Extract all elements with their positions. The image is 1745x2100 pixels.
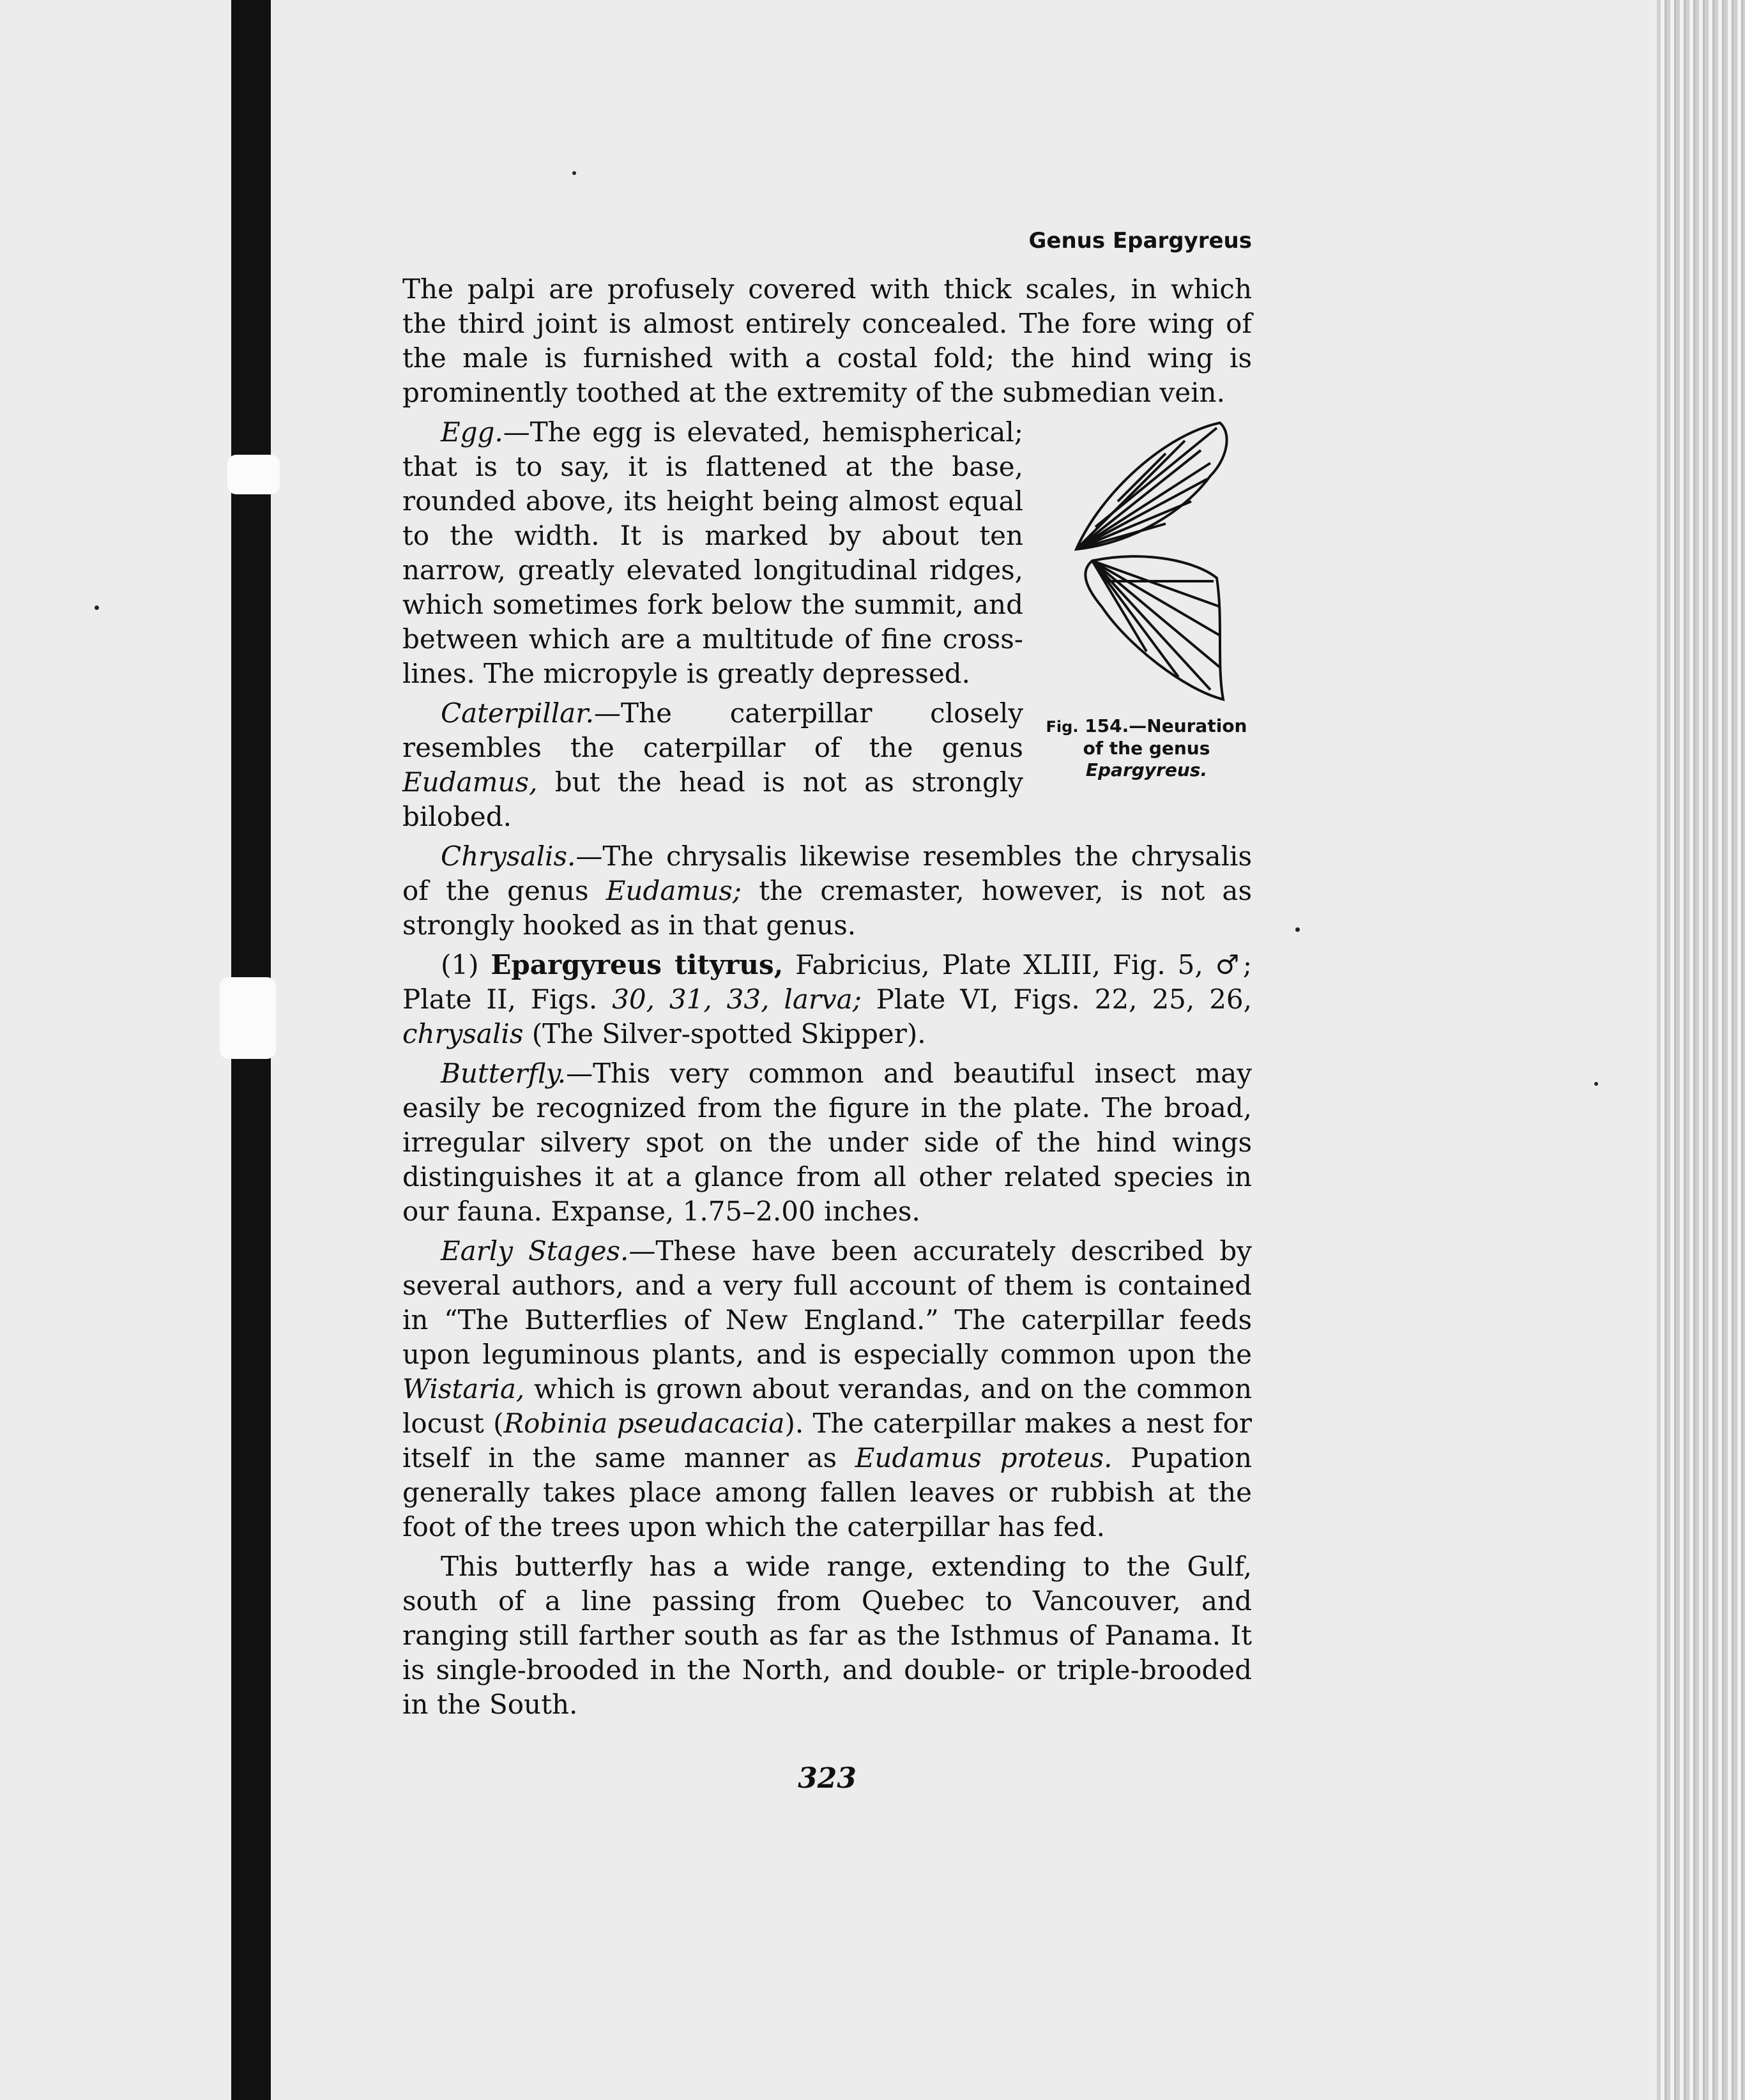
species-name: Epargyreus tityrus,	[491, 949, 784, 980]
species-chrysalis: chrysalis	[402, 1018, 524, 1049]
chrysalis-text-2: the cremaster, however, is not as strongly hooked as in that genus.	[402, 875, 1253, 941]
wing-neuration-drawing	[1057, 415, 1236, 715]
running-head: Genus Epargyreus	[1028, 228, 1252, 254]
species-text-1: Fabricius, Plate XLIII, Fig. 5, ♂; Plate II, Figs.	[402, 949, 1253, 1015]
caterpillar-text-1: —The caterpillar closely resembles the caterpillar of the genus	[402, 697, 1023, 763]
chrysalis-paragraph	[402, 839, 1252, 943]
speck	[95, 605, 99, 610]
figure-label-prefix: Fig.	[1046, 718, 1079, 736]
species-number: (1)	[441, 949, 491, 980]
early-stages-text-4: Pupation generally takes place among fallen leaves or rubbish at the foot of the trees upon which the caterpillar has fed.	[402, 1442, 1252, 1542]
speck	[572, 171, 576, 175]
wistaria-name: Wistaria,	[402, 1373, 525, 1404]
early-stages-label: Early Stages.	[441, 1235, 629, 1267]
neuration-figure	[1041, 415, 1252, 781]
early-stages-paragraph	[402, 1234, 1252, 1544]
species-text-2: Plate VI, Figs. 22, 25, 26,	[861, 984, 1252, 1015]
butterfly-label: Butterfly.	[441, 1058, 567, 1089]
figure-genus: Epargyreus.	[1085, 759, 1208, 780]
figure-label-rest: 154.—Neuration of the genus	[1078, 715, 1247, 759]
paper-tab-lower	[220, 977, 276, 1059]
caterpillar-text-2: but the head is not as strongly bilobed.	[402, 766, 1023, 832]
facing-page	[0, 0, 231, 2100]
caterpillar-label: Caterpillar.	[441, 697, 595, 729]
page-number: 323	[798, 1762, 857, 1795]
chrysalis-genus: Eudamus;	[606, 875, 742, 906]
page-edges	[1657, 0, 1745, 2100]
paper-tab-upper	[227, 455, 280, 494]
range-paragraph: This butterfly has a wide range, extending to the Gulf, south of a line passing from Quebec to Vancouver, and ranging still farther south as far as the Isthmus of Panama. It is single-brooded in the North, and double- or triple-brooded in the South.	[402, 1551, 1252, 1720]
early-stages-text-1: —These have been accurately described by several authors, and a very full account of them is contained in “The Butterflies of New England.” The caterpillar feeds upon leguminous plants, and is especially common upon the	[402, 1235, 1252, 1370]
speck	[1295, 927, 1300, 932]
page-text	[402, 224, 1252, 1796]
intro-paragraph: The palpi are profusely covered with thick scales, in which the third joint is almost entirely concealed. The fore wing of the male is furnished with a costal fold; the hind wing is prominently toothed at the extremity of the submedian vein.	[402, 273, 1252, 408]
caterpillar-genus: Eudamus,	[402, 766, 538, 798]
early-stages-text-3: ). The caterpillar makes a nest for itself in the same manner as	[402, 1408, 1252, 1473]
egg-text: —The egg is elevated, hemispherical; that is to say, it is flattened at the base, rounded above, its height being almost equal to the width. It is marked by about ten narrow, greatly elevated longitudinal ridges, which sometimes fork below the summit, and between which are a multitude of fine cross-lines. The micropyle is greatly depressed.	[402, 416, 1023, 689]
proteus-name: Eudamus proteus.	[855, 1442, 1113, 1473]
butterfly-text: —This very common and beautiful insect may easily be recognized from the figure in the plate. The broad, irregular silvery spot on the under side of the hind wings distinguishes it at a glance from all other related species in our fauna. Expanse, 1.75–2.00 inches.	[402, 1058, 1252, 1227]
butterfly-paragraph	[402, 1056, 1252, 1229]
figure-caption	[1041, 715, 1252, 781]
speck	[1594, 1082, 1598, 1086]
chrysalis-text-1: —The chrysalis likewise resembles the chrysalis of the genus	[402, 841, 1252, 906]
robinia-name: Robinia pseudacacia	[503, 1408, 785, 1439]
early-stages-text-2: which is grown about verandas, and on the common locust (	[402, 1373, 1252, 1439]
species-heading-paragraph	[402, 948, 1252, 1051]
egg-label: Egg.	[441, 416, 503, 448]
species-larva-figs: 30, 31, 33, larva;	[612, 984, 862, 1015]
chrysalis-label: Chrysalis.	[441, 841, 576, 872]
species-text-3: (The Silver-spotted Skipper).	[523, 1018, 926, 1049]
